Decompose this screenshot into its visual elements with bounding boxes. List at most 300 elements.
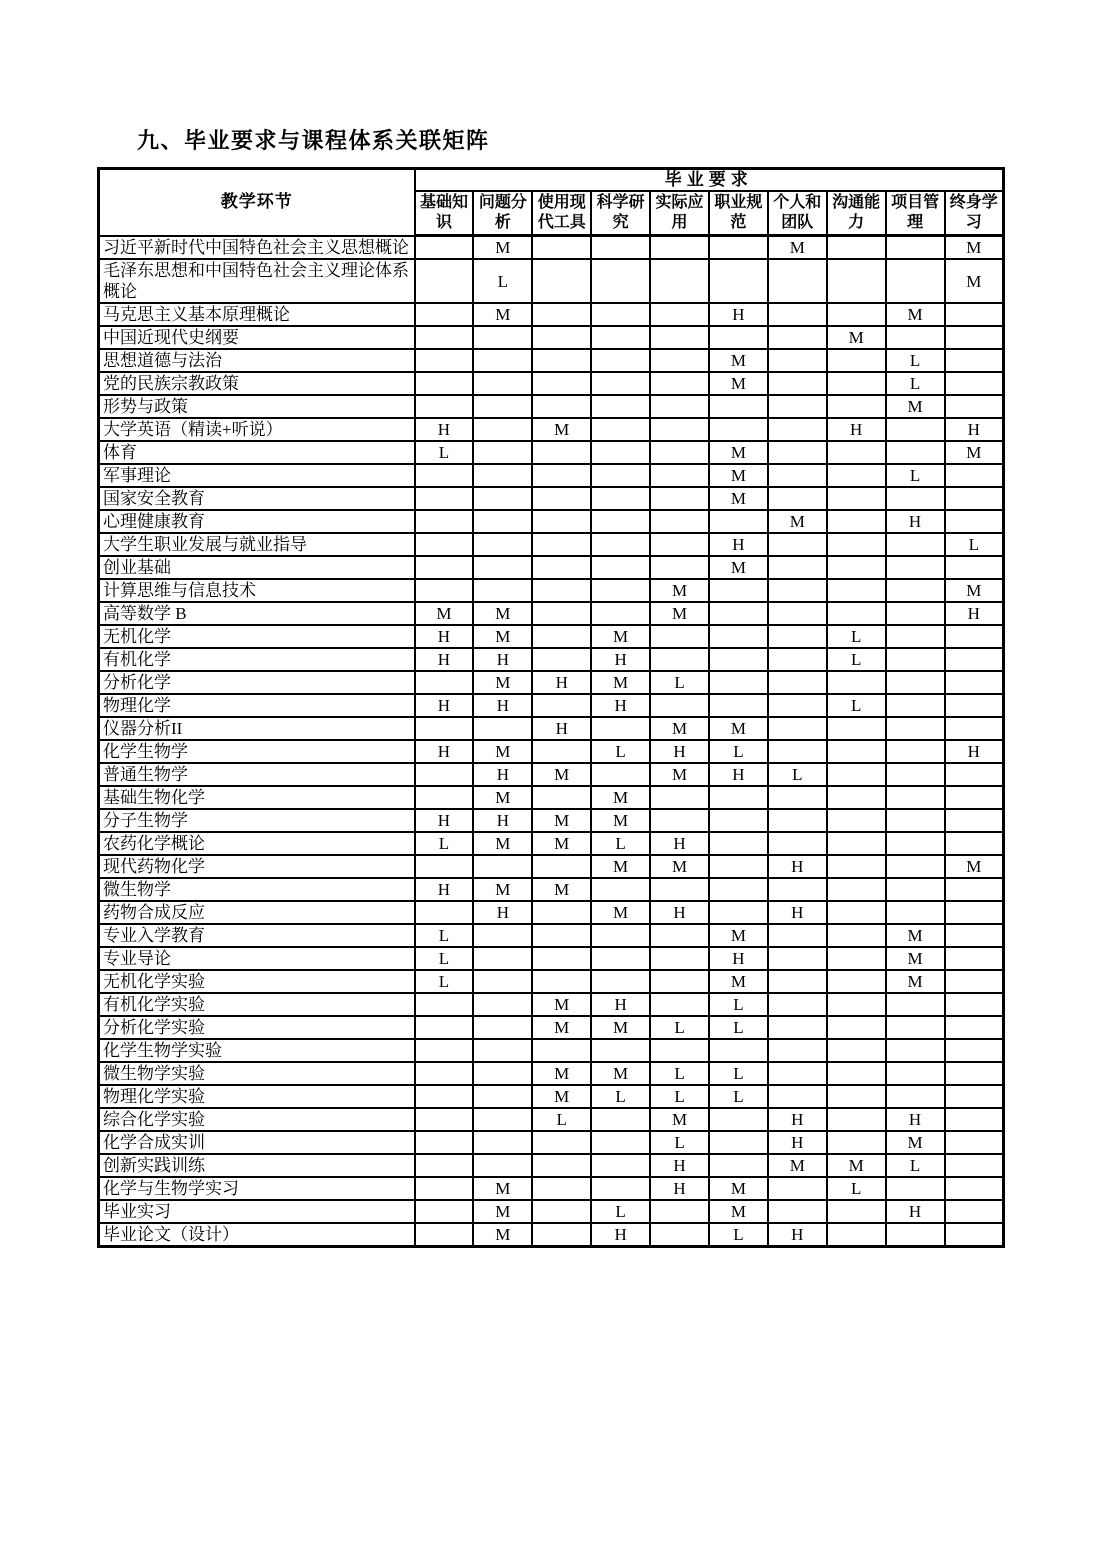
correlation-level-cell: [532, 349, 591, 372]
correlation-level-cell: [473, 395, 532, 418]
correlation-level-cell: [827, 395, 886, 418]
correlation-level-cell: [827, 993, 886, 1016]
correlation-level-cell: [827, 533, 886, 556]
correlation-level-cell: [886, 602, 945, 625]
correlation-level-cell: [532, 625, 591, 648]
correlation-level-cell: [709, 878, 768, 901]
course-row: [99, 1131, 1004, 1154]
correlation-level-cell: [945, 372, 1004, 395]
correlation-level-cell: H: [709, 533, 768, 556]
correlation-level-cell: [532, 648, 591, 671]
correlation-level-cell: [768, 487, 827, 510]
correlation-level-cell: [415, 786, 474, 809]
correlation-level-cell: [945, 625, 1004, 648]
course-name-cell: 无机化学: [99, 625, 415, 648]
correlation-level-cell: [650, 625, 709, 648]
correlation-level-cell: [886, 671, 945, 694]
course-name-cell: 农药化学概论: [99, 832, 415, 855]
correlation-level-cell: [650, 556, 709, 579]
course-row: [99, 671, 1004, 694]
course-row: [99, 602, 1004, 625]
correlation-level-cell: [827, 1062, 886, 1085]
correlation-level-cell: [886, 763, 945, 786]
correlation-level-cell: L: [827, 625, 886, 648]
correlation-level-cell: L: [768, 763, 827, 786]
correlation-level-cell: [415, 1108, 474, 1131]
correlation-level-cell: [886, 533, 945, 556]
correlation-level-cell: L: [886, 349, 945, 372]
correlation-level-cell: [415, 533, 474, 556]
correlation-level-cell: [532, 1177, 591, 1200]
correlation-level-cell: [591, 372, 650, 395]
correlation-level-cell: [532, 740, 591, 763]
correlation-level-cell: M: [473, 1177, 532, 1200]
correlation-level-cell: [415, 349, 474, 372]
correlation-level-cell: [473, 579, 532, 602]
correlation-level-cell: [532, 694, 591, 717]
course-row: [99, 901, 1004, 924]
course-name-cell: 体育: [99, 441, 415, 464]
course-row: [99, 855, 1004, 878]
correlation-level-cell: [768, 259, 827, 303]
correlation-level-cell: [650, 786, 709, 809]
correlation-level-cell: [945, 924, 1004, 947]
correlation-level-cell: H: [591, 648, 650, 671]
correlation-level-cell: [886, 487, 945, 510]
correlation-level-cell: M: [709, 487, 768, 510]
correlation-level-cell: [709, 418, 768, 441]
correlation-level-cell: [827, 1039, 886, 1062]
correlation-level-cell: [532, 556, 591, 579]
course-name-cell: 国家安全教育: [99, 487, 415, 510]
correlation-level-cell: [532, 1223, 591, 1247]
correlation-level-cell: [709, 832, 768, 855]
correlation-level-cell: M: [473, 878, 532, 901]
course-row: [99, 372, 1004, 395]
correlation-level-cell: [709, 579, 768, 602]
correlation-level-cell: [886, 259, 945, 303]
correlation-level-cell: [415, 579, 474, 602]
course-row: [99, 510, 1004, 533]
correlation-level-cell: [532, 1154, 591, 1177]
correlation-level-cell: [945, 1039, 1004, 1062]
course-row: [99, 970, 1004, 993]
column-header-4: 科学研究: [591, 191, 650, 236]
correlation-level-cell: [415, 993, 474, 1016]
correlation-level-cell: M: [886, 970, 945, 993]
correlation-level-cell: [591, 326, 650, 349]
correlation-level-cell: [709, 855, 768, 878]
correlation-level-cell: H: [945, 740, 1004, 763]
course-row: [99, 556, 1004, 579]
course-name-cell: 化学生物学: [99, 740, 415, 763]
course-row: [99, 487, 1004, 510]
correlation-level-cell: H: [473, 901, 532, 924]
correlation-level-cell: [473, 349, 532, 372]
correlation-level-cell: [768, 970, 827, 993]
correlation-level-cell: [532, 372, 591, 395]
correlation-level-cell: [473, 533, 532, 556]
correlation-level-cell: L: [827, 694, 886, 717]
correlation-level-cell: [473, 993, 532, 1016]
correlation-level-cell: [886, 717, 945, 740]
course-name-cell: 现代药物化学: [99, 855, 415, 878]
correlation-level-cell: [415, 395, 474, 418]
correlation-level-cell: [709, 326, 768, 349]
course-row: [99, 1039, 1004, 1062]
correlation-level-cell: M: [650, 602, 709, 625]
correlation-level-cell: L: [650, 1085, 709, 1108]
correlation-level-cell: [591, 1131, 650, 1154]
correlation-level-cell: M: [709, 464, 768, 487]
course-name-cell: 高等数学 B: [99, 602, 415, 625]
correlation-level-cell: L: [709, 1062, 768, 1085]
correlation-level-cell: [768, 1177, 827, 1200]
course-row: [99, 1223, 1004, 1247]
correlation-level-cell: M: [709, 441, 768, 464]
course-row: [99, 533, 1004, 556]
correlation-level-cell: [473, 326, 532, 349]
correlation-level-cell: [415, 236, 474, 260]
correlation-level-cell: [415, 487, 474, 510]
correlation-level-cell: M: [827, 1154, 886, 1177]
course-row: [99, 947, 1004, 970]
correlation-level-cell: [886, 326, 945, 349]
correlation-level-cell: [650, 326, 709, 349]
correlation-level-cell: M: [886, 303, 945, 326]
correlation-level-cell: [709, 1131, 768, 1154]
correlation-level-cell: L: [591, 1085, 650, 1108]
correlation-level-cell: [709, 259, 768, 303]
correlation-level-cell: [415, 1085, 474, 1108]
correlation-level-cell: H: [415, 418, 474, 441]
correlation-level-cell: L: [415, 947, 474, 970]
correlation-level-cell: [768, 993, 827, 1016]
correlation-level-cell: M: [827, 326, 886, 349]
correlation-level-cell: L: [709, 740, 768, 763]
correlation-level-cell: [886, 993, 945, 1016]
correlation-level-cell: [768, 303, 827, 326]
correlation-level-cell: [886, 1085, 945, 1108]
correlation-level-cell: [591, 510, 650, 533]
course-name-cell: 马克思主义基本原理概论: [99, 303, 415, 326]
correlation-level-cell: [591, 418, 650, 441]
correlation-level-cell: M: [473, 602, 532, 625]
correlation-level-cell: [886, 236, 945, 260]
course-row: [99, 648, 1004, 671]
correlation-level-cell: [886, 625, 945, 648]
correlation-level-cell: M: [473, 1200, 532, 1223]
correlation-level-cell: [945, 717, 1004, 740]
correlation-level-cell: H: [591, 993, 650, 1016]
correlation-level-cell: [768, 947, 827, 970]
correlation-level-cell: M: [709, 1200, 768, 1223]
course-row: [99, 786, 1004, 809]
correlation-level-cell: [768, 533, 827, 556]
course-row: [99, 579, 1004, 602]
course-name-cell: 军事理论: [99, 464, 415, 487]
course-row: [99, 1062, 1004, 1085]
correlation-level-cell: [768, 786, 827, 809]
correlation-level-cell: [827, 556, 886, 579]
correlation-level-cell: [473, 487, 532, 510]
correlation-level-cell: L: [473, 259, 532, 303]
course-name-cell: 物理化学实验: [99, 1085, 415, 1108]
course-row: [99, 1177, 1004, 1200]
correlation-level-cell: [886, 878, 945, 901]
course-name-cell: 心理健康教育: [99, 510, 415, 533]
correlation-level-cell: [886, 694, 945, 717]
correlation-level-cell: [827, 349, 886, 372]
correlation-level-cell: L: [591, 1200, 650, 1223]
correlation-level-cell: [650, 947, 709, 970]
correlation-level-cell: H: [473, 809, 532, 832]
correlation-matrix-table: [97, 167, 1005, 1248]
correlation-level-cell: M: [473, 236, 532, 260]
correlation-level-cell: [650, 510, 709, 533]
correlation-level-cell: M: [473, 832, 532, 855]
correlation-level-cell: L: [709, 1223, 768, 1247]
column-header-10: 终身学习: [945, 191, 1004, 236]
correlation-level-cell: [532, 855, 591, 878]
correlation-level-cell: [827, 1223, 886, 1247]
correlation-level-cell: [415, 1154, 474, 1177]
correlation-level-cell: [473, 372, 532, 395]
correlation-level-cell: [768, 671, 827, 694]
correlation-level-cell: [532, 1131, 591, 1154]
correlation-level-cell: H: [415, 648, 474, 671]
correlation-level-cell: [768, 832, 827, 855]
correlation-level-cell: [709, 625, 768, 648]
correlation-level-cell: [768, 372, 827, 395]
correlation-level-cell: [591, 1039, 650, 1062]
correlation-level-cell: [768, 579, 827, 602]
correlation-level-cell: [650, 464, 709, 487]
correlation-level-cell: [768, 556, 827, 579]
correlation-level-cell: [945, 901, 1004, 924]
correlation-level-cell: [827, 510, 886, 533]
correlation-level-cell: M: [473, 303, 532, 326]
correlation-level-cell: [886, 1223, 945, 1247]
correlation-level-cell: L: [886, 1154, 945, 1177]
correlation-level-cell: [532, 303, 591, 326]
course-name-cell: 药物合成反应: [99, 901, 415, 924]
correlation-level-cell: [473, 970, 532, 993]
course-row: [99, 418, 1004, 441]
correlation-level-cell: [473, 556, 532, 579]
correlation-level-cell: [945, 1200, 1004, 1223]
course-row: [99, 694, 1004, 717]
correlation-level-cell: [709, 1154, 768, 1177]
correlation-level-cell: [827, 487, 886, 510]
correlation-level-cell: [591, 602, 650, 625]
correlation-level-cell: H: [709, 763, 768, 786]
correlation-level-cell: H: [473, 694, 532, 717]
correlation-level-cell: [415, 763, 474, 786]
correlation-level-cell: [945, 1177, 1004, 1200]
correlation-level-cell: M: [473, 786, 532, 809]
correlation-level-cell: [473, 1062, 532, 1085]
correlation-level-cell: M: [768, 510, 827, 533]
correlation-level-cell: [945, 1131, 1004, 1154]
correlation-level-cell: H: [415, 740, 474, 763]
correlation-level-cell: [532, 602, 591, 625]
correlation-level-cell: [886, 832, 945, 855]
correlation-level-cell: [591, 464, 650, 487]
correlation-level-cell: L: [591, 740, 650, 763]
course-row: [99, 993, 1004, 1016]
correlation-level-cell: L: [415, 924, 474, 947]
correlation-level-cell: [945, 648, 1004, 671]
course-row: [99, 464, 1004, 487]
column-header-2: 问题分析: [473, 191, 532, 236]
correlation-level-cell: [827, 1108, 886, 1131]
course-row: [99, 1108, 1004, 1131]
correlation-level-cell: H: [709, 303, 768, 326]
correlation-level-cell: M: [650, 763, 709, 786]
correlation-level-cell: M: [886, 924, 945, 947]
correlation-level-cell: [591, 533, 650, 556]
column-header-7: 个人和团队: [768, 191, 827, 236]
correlation-level-cell: [415, 510, 474, 533]
correlation-level-cell: M: [709, 372, 768, 395]
correlation-level-cell: [945, 970, 1004, 993]
column-header-8: 沟通能力: [827, 191, 886, 236]
correlation-level-cell: [415, 464, 474, 487]
correlation-level-cell: [945, 1085, 1004, 1108]
course-row: [99, 1154, 1004, 1177]
section-title: 九、毕业要求与课程体系关联矩阵: [137, 128, 490, 153]
correlation-level-cell: H: [886, 1108, 945, 1131]
correlation-level-cell: M: [532, 1085, 591, 1108]
correlation-level-cell: [473, 924, 532, 947]
correlation-level-cell: [415, 901, 474, 924]
correlation-level-cell: [709, 395, 768, 418]
correlation-level-cell: [768, 464, 827, 487]
correlation-level-cell: M: [415, 602, 474, 625]
correlation-level-cell: [591, 717, 650, 740]
course-name-cell: 普通生物学: [99, 763, 415, 786]
correlation-level-cell: [945, 786, 1004, 809]
correlation-level-cell: [768, 740, 827, 763]
correlation-level-cell: [827, 372, 886, 395]
course-row: [99, 1085, 1004, 1108]
correlation-level-cell: H: [650, 832, 709, 855]
correlation-level-cell: [473, 855, 532, 878]
correlation-level-cell: [827, 763, 886, 786]
correlation-level-cell: M: [473, 740, 532, 763]
correlation-level-cell: H: [650, 1177, 709, 1200]
correlation-level-cell: [591, 947, 650, 970]
correlation-level-cell: [768, 1200, 827, 1223]
correlation-level-cell: L: [415, 832, 474, 855]
correlation-level-cell: M: [591, 901, 650, 924]
correlation-level-cell: [886, 1016, 945, 1039]
course-name-cell: 大学生职业发展与就业指导: [99, 533, 415, 556]
correlation-level-cell: H: [532, 671, 591, 694]
correlation-level-cell: L: [827, 1177, 886, 1200]
course-name-cell: 化学与生物学实习: [99, 1177, 415, 1200]
correlation-level-cell: [591, 259, 650, 303]
correlation-level-cell: M: [532, 993, 591, 1016]
correlation-level-cell: [415, 326, 474, 349]
correlation-level-cell: [827, 259, 886, 303]
correlation-level-cell: [532, 579, 591, 602]
correlation-level-cell: [768, 1062, 827, 1085]
correlation-level-cell: [473, 418, 532, 441]
correlation-level-cell: M: [532, 1062, 591, 1085]
correlation-level-cell: [768, 349, 827, 372]
course-row: [99, 236, 1004, 260]
correlation-level-cell: [650, 533, 709, 556]
correlation-level-cell: [709, 786, 768, 809]
correlation-level-cell: M: [532, 832, 591, 855]
correlation-level-cell: H: [886, 1200, 945, 1223]
correlation-level-cell: M: [650, 855, 709, 878]
course-name-cell: 化学生物学实验: [99, 1039, 415, 1062]
correlation-level-cell: [945, 487, 1004, 510]
correlation-level-cell: [591, 970, 650, 993]
correlation-level-cell: H: [473, 648, 532, 671]
correlation-level-cell: [650, 970, 709, 993]
correlation-level-cell: [945, 510, 1004, 533]
correlation-level-cell: [768, 878, 827, 901]
correlation-level-cell: [415, 1223, 474, 1247]
correlation-level-cell: L: [650, 1131, 709, 1154]
column-header-9: 项目管理: [886, 191, 945, 236]
correlation-level-cell: [768, 1016, 827, 1039]
correlation-level-cell: L: [532, 1108, 591, 1131]
correlation-level-cell: [473, 717, 532, 740]
correlation-level-cell: [827, 947, 886, 970]
correlation-level-cell: [473, 464, 532, 487]
correlation-level-cell: H: [886, 510, 945, 533]
correlation-level-cell: [473, 1108, 532, 1131]
correlation-level-cell: [415, 671, 474, 694]
correlation-level-cell: [768, 418, 827, 441]
correlation-level-cell: M: [650, 1108, 709, 1131]
column-header-3: 使用现代工具: [532, 191, 591, 236]
correlation-level-cell: [945, 464, 1004, 487]
correlation-level-cell: H: [709, 947, 768, 970]
correlation-level-cell: [650, 303, 709, 326]
correlation-level-cell: L: [650, 671, 709, 694]
correlation-level-cell: [532, 1039, 591, 1062]
correlation-level-cell: H: [591, 1223, 650, 1247]
correlation-level-cell: [532, 947, 591, 970]
correlation-level-cell: [945, 303, 1004, 326]
correlation-level-cell: [415, 717, 474, 740]
correlation-level-cell: H: [650, 1154, 709, 1177]
correlation-level-cell: [591, 303, 650, 326]
correlation-level-cell: M: [709, 970, 768, 993]
correlation-level-cell: [886, 418, 945, 441]
correlation-level-cell: [768, 648, 827, 671]
correlation-level-cell: [709, 510, 768, 533]
correlation-level-cell: L: [709, 993, 768, 1016]
correlation-level-cell: [709, 1108, 768, 1131]
correlation-level-cell: M: [886, 1131, 945, 1154]
correlation-level-cell: [886, 809, 945, 832]
correlation-level-cell: [650, 372, 709, 395]
correlation-level-cell: [945, 832, 1004, 855]
correlation-level-cell: [650, 236, 709, 260]
course-row: [99, 303, 1004, 326]
correlation-level-cell: [827, 924, 886, 947]
correlation-level-cell: [650, 993, 709, 1016]
correlation-level-cell: [709, 602, 768, 625]
correlation-level-cell: H: [415, 809, 474, 832]
